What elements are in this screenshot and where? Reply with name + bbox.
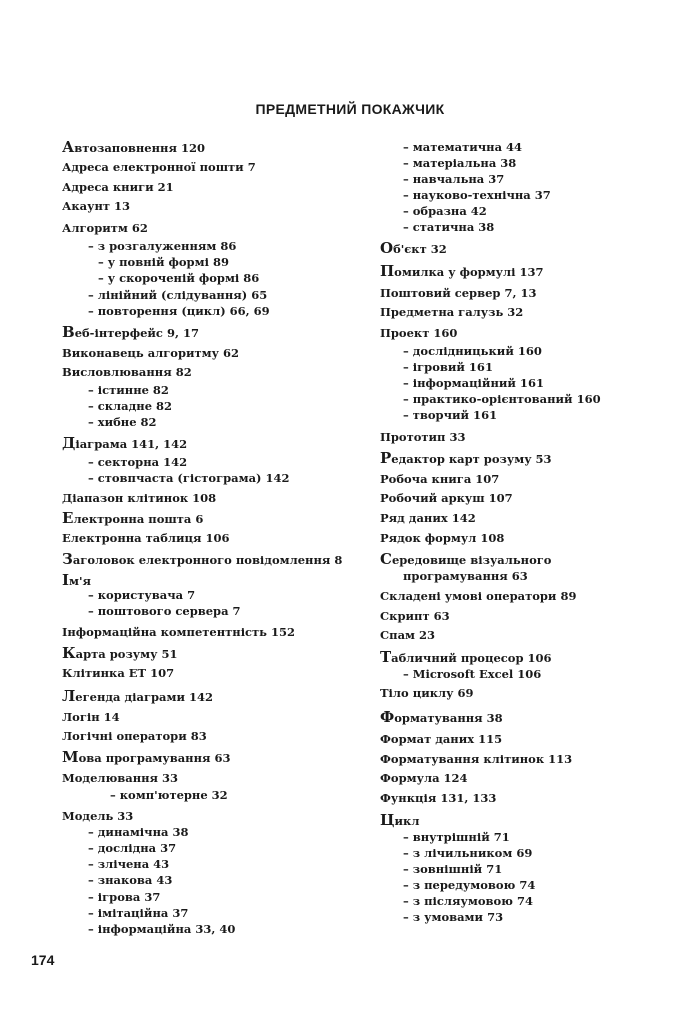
index-entry: – науково-технічна 37: [403, 188, 551, 202]
index-entry: – зовнішній 71: [403, 862, 503, 876]
index-entry: Алгоритм 62: [62, 221, 148, 235]
index-entry: – у скороченій формі 86: [98, 271, 260, 285]
entry-text: егенда діаграми 142: [75, 690, 214, 704]
index-entry: [380, 708, 503, 726]
index-entry: – творчий 161: [403, 408, 498, 422]
index-entry: – навчальна 37: [403, 172, 505, 186]
index-entry: програмування 63: [403, 569, 528, 583]
index-entry: – поштового сервера 7: [88, 604, 241, 618]
entry-text: м'я: [69, 574, 92, 588]
index-entry: [62, 434, 188, 452]
index-entry: Моделювання 33: [62, 771, 179, 785]
index-entry: – лінійний (слідування) 65: [88, 288, 268, 302]
entry-text: аголовок електронного повідомлення 8: [72, 553, 343, 567]
index-entry: [62, 687, 214, 705]
entry-text: ова програмування 63: [78, 751, 231, 765]
entry-text: еб-інтерфейс 9, 17: [74, 326, 199, 340]
index-entry: Логічні оператори 83: [62, 729, 207, 743]
index-entry: Адреса електронної пошти 7: [62, 160, 256, 174]
index-entry: Висловлювання 82: [62, 365, 192, 379]
entry-initial: С: [380, 550, 392, 568]
index-entry: Логін 14: [62, 710, 120, 724]
index-entry: – дослідна 37: [88, 841, 177, 855]
entry-initial: М: [62, 748, 79, 766]
entry-text: абличний процесор 106: [391, 651, 552, 665]
entry-text: б'єкт 32: [393, 242, 447, 256]
index-entry: – з умовами 73: [403, 910, 504, 924]
entry-initial: О: [380, 239, 394, 257]
index-entry: – образна 42: [403, 204, 487, 218]
index-entry: Інформаційна компетентність 152: [62, 625, 295, 639]
index-entry: Акаунт 13: [62, 199, 131, 213]
index-entry: – злічена 43: [88, 857, 170, 871]
index-entry: – динамічна 38: [88, 825, 189, 839]
index-entry: Ряд даних 142: [380, 511, 476, 525]
index-entry: Функція 131, 133: [380, 791, 497, 805]
entry-text: лектронна пошта 6: [73, 512, 204, 526]
index-entry: – у повній формі 89: [98, 255, 229, 269]
index-entry: – хибне 82: [88, 415, 157, 429]
entry-initial: Ф: [380, 708, 395, 726]
index-entry: – математична 44: [403, 140, 523, 154]
index-entry: Модель 33: [62, 809, 134, 823]
entry-initial: З: [62, 550, 73, 568]
index-entry: [62, 571, 92, 589]
index-entry: – користувача 7: [88, 588, 196, 602]
index-entry: Електронна таблиця 106: [62, 531, 230, 545]
index-entry: Формат даних 115: [380, 732, 503, 746]
index-entry: – статична 38: [403, 220, 495, 234]
entry-initial: Л: [62, 687, 76, 705]
entry-initial: Т: [380, 648, 392, 666]
index-entry: Поштовий сервер 7, 13: [380, 286, 537, 300]
entry-text: икл: [394, 814, 420, 828]
index-entry: Діапазон клітинок 108: [62, 491, 217, 505]
index-entry: [380, 239, 447, 257]
index-entry: [62, 509, 204, 527]
page-number: 174: [31, 952, 55, 968]
index-entry: Виконавець алгоритму 62: [62, 346, 240, 360]
index-entry: Робочий аркуш 107: [380, 491, 513, 505]
index-entry: – дослідницький 160: [403, 344, 542, 358]
page-title: ПРЕДМЕТНИЙ ПОКАЖЧИК: [255, 101, 445, 117]
index-entry: – Microsoft Excel 106: [403, 667, 542, 681]
index-entry: – ігрова 37: [88, 890, 161, 904]
index-entry: [62, 138, 205, 156]
index-entry: [62, 644, 178, 662]
index-entry: [380, 550, 552, 568]
index-entry: – комп'ютерне 32: [110, 788, 228, 802]
index-entry: Прототип 33: [380, 430, 466, 444]
index-entry: [62, 748, 231, 766]
index-entry: – секторна 142: [88, 455, 188, 469]
entry-initial: П: [380, 262, 395, 280]
index-entry: – інформаційний 161: [403, 376, 544, 390]
index-entry: – з розгалуженням 86: [88, 239, 237, 253]
entry-initial: І: [62, 571, 70, 589]
index-entry: Робоча книга 107: [380, 472, 500, 486]
index-entry: Клітинка ЕТ 107: [62, 666, 175, 680]
index-entry: [380, 262, 544, 280]
index-entry: Форматування клітинок 113: [380, 752, 573, 766]
index-entry: – з лічильником 69: [403, 846, 533, 860]
index-entry: – ігровий 161: [403, 360, 493, 374]
index-entry: [380, 648, 552, 666]
index-entry: Формула 124: [380, 771, 468, 785]
entry-text: іаграма 141, 142: [75, 437, 188, 451]
index-entry: Спам 23: [380, 628, 436, 642]
index-entry: Адреса книги 21: [62, 180, 174, 194]
index-entry: – з передумовою 74: [403, 878, 536, 892]
entry-initial: А: [62, 138, 75, 156]
index-entry: [380, 811, 420, 829]
index-entry: Предметна галузь 32: [380, 305, 524, 319]
entry-initial: Е: [62, 509, 74, 527]
index-entry: – внутрішній 71: [403, 830, 510, 844]
index-entry: – матеріальна 38: [403, 156, 517, 170]
index-entry: [380, 449, 552, 467]
entry-text: ередовище візуального: [391, 553, 552, 567]
entry-text: орматування 38: [394, 711, 503, 725]
entry-initial: Д: [62, 434, 76, 452]
index-entry: Рядок формул 108: [380, 531, 505, 545]
entry-text: арта розуму 51: [75, 647, 178, 661]
index-entry: Скрипт 63: [380, 609, 450, 623]
index-entry: Проект 160: [380, 326, 458, 340]
index-entry: – практико-орієнтований 160: [403, 392, 601, 406]
index-entry: – стовпчаста (гістограма) 142: [88, 471, 290, 485]
index-entry: – знакова 43: [88, 873, 173, 887]
index-entry: – складне 82: [88, 399, 173, 413]
entry-initial: В: [62, 323, 75, 341]
entry-initial: К: [62, 644, 76, 662]
entry-text: едактор карт розуму 53: [391, 452, 552, 466]
entry-text: втозаповнення 120: [74, 141, 205, 155]
index-entry: – імітаційна 37: [88, 906, 189, 920]
index-entry: [62, 550, 343, 568]
index-entry: Складені умові оператори 89: [380, 589, 577, 603]
index-entry: – повторення (цикл) 66, 69: [88, 304, 270, 318]
index-entry: – з післяумовою 74: [403, 894, 533, 908]
index-entry: Тіло циклу 69: [380, 686, 474, 700]
entry-initial: Р: [380, 449, 392, 467]
entry-text: омилка у формулі 137: [394, 265, 544, 279]
index-entry: – інформаційна 33, 40: [88, 922, 236, 936]
index-entry: [62, 323, 199, 341]
index-entry: – істинне 82: [88, 383, 169, 397]
entry-initial: Ц: [380, 811, 395, 829]
